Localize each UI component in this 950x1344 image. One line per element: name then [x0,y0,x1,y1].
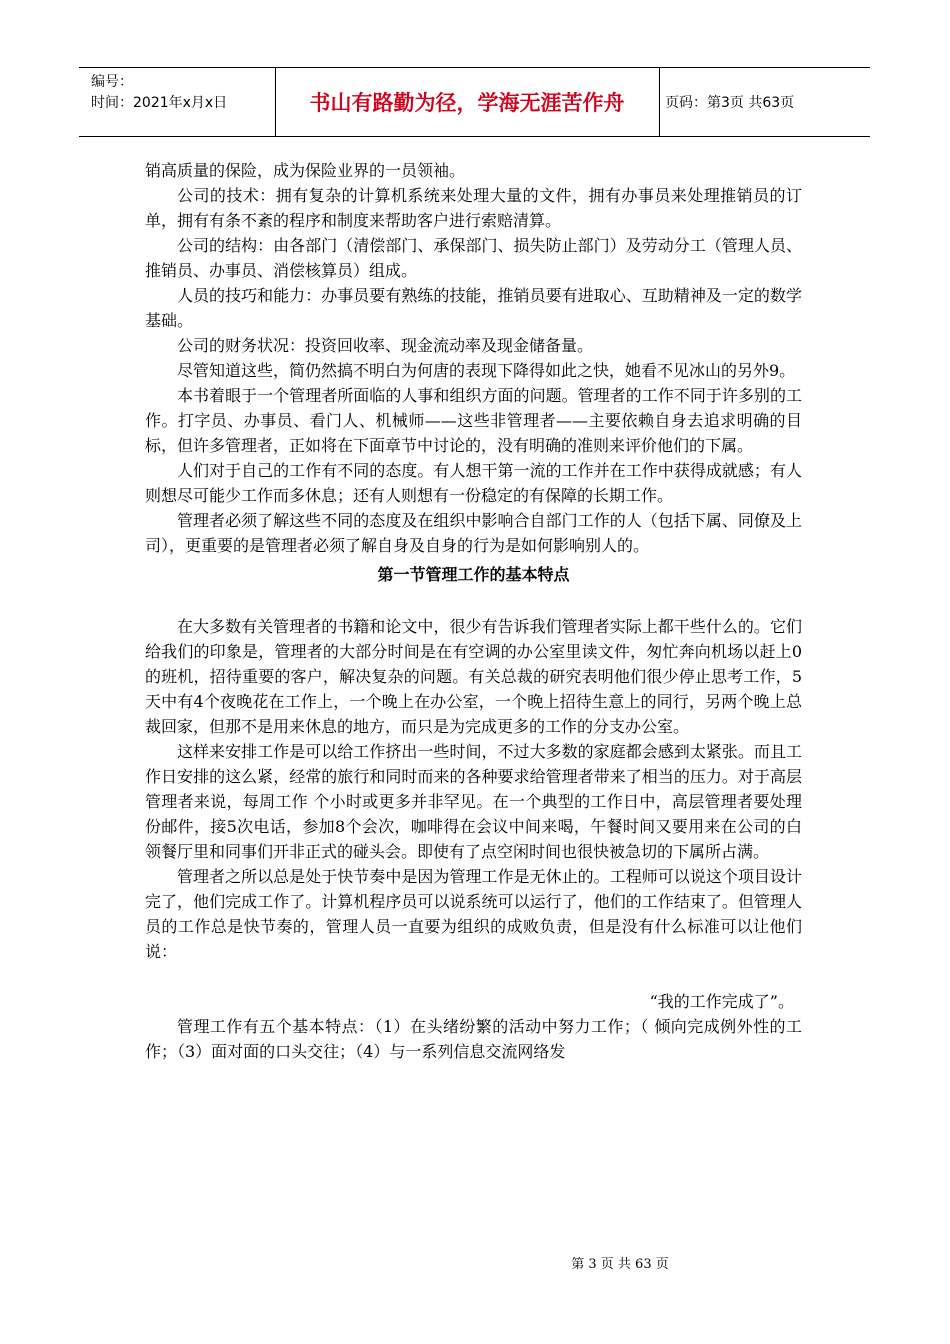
section-title: 第一节管理工作的基本特点 [377,565,570,584]
paragraph: 管理者之所以总是处于快节奏中是因为管理工作是无休止的。工程师可以说这个项目设计完了，他们完成工作了。计算机程序员可以说系统可以运行了，他们的工作结束了。但管理人员的工作总是快节奏的，管理人员一直要为组织的成败负责，但是没有什么标准可以让他们说： [145,867,802,961]
quote-line: “我的工作完成了”。 [649,992,794,1011]
document-time-label: 时间：2021年x月x日 [91,95,228,111]
paragraph: 销高质量的保险，成为保险业界的一员领袖。 [145,161,466,180]
page-header [79,67,870,137]
paragraph: 管理者必须了解这些不同的态度及在组织中影响合自部门工作的人（包括下属、同僚及上司），更重要的是管理者必须了解自身及自身的行为是如何影响别人的。 [145,511,802,555]
paragraph: 人们对于自己的工作有不同的态度。有人想干第一流的工作并在工作中获得成就感；有人则想尽可能少工作而多休息；还有人则想有一份稳定的有保障的长期工作。 [145,461,802,505]
header-motto: 书山有路勤为径，学海无涯苦作舟 [309,91,625,115]
paragraph: 尽管知道这些，简仍然搞不明白为何唐的表现下降得如此之快，她看不见冰山的另外9。 [177,361,796,380]
paragraph: 公司的结构：由各部门（清偿部门、承保部门、损失防止部门）及劳动分工（管理人员、推销员、办事员、消偿核算员）组成。 [145,236,802,280]
document-body [145,158,802,1064]
paragraph: 公司的技术：拥有复杂的计算机系统来处理大量的文件，拥有办事员来处理推销员的订单，拥有有条不紊的程序和制度来帮助客户进行索赔清算。 [145,186,802,230]
footer-page-number: 第 3 页 共 63 页 [571,1257,669,1272]
paragraph: 本书着眼于一个管理者所面临的人事和组织方面的问题。管理者的工作不同于许多别的工作。打字员、办事员、看门人、机械师——这些非管理者——主要依赖自身去追求明确的目标，但许多管理者，正如将在下面章节中讨论的，没有明确的准则来评价他们的下属。 [145,386,802,455]
paragraph: 人员的技巧和能力：办事员要有熟练的技能，推销员要有进取心、互助精神及一定的数学基础。 [145,286,802,330]
paragraph: 公司的财务状况：投资回收率、现金流动率及现金储备量。 [177,336,594,355]
header-meta [91,72,227,114]
document-number-label: 编号： [91,74,133,90]
header-divider-right [659,68,660,136]
paragraph: 管理工作有五个基本特点：（1）在头绪纷繁的活动中努力工作；（ 倾向完成例外性的工作；（3）面对面的口头交往；（4）与一系列信息交流网络发 [145,1017,802,1061]
page-footer [0,1253,950,1272]
paragraph: 在大多数有关管理者的书籍和论文中，很少有告诉我们管理者实际上都干些什么的。它们给我们的印象是，管理者的大部分时间是在有空调的办公室里读文件，匆忙奔向机场以赶上0的班机，招待重要的客户，解决复杂的问题。有关总裁的研究表明他们很少停止思考工作，5天中有4个夜晚花在工作上，一个晚上在办公室，一个晚上招待生意上的同行，另两个晚上总裁回家，但那不是用来休息的地方，而只是为完成更多的工作的分支办公室。 [145,617,802,736]
paragraph: 这样来安排工作是可以给工作挤出一些时间，不过大多数的家庭都会感到太紧张。而且工作日安排的这么紧，经常的旅行和同时而来的各种要求给管理者带来了相当的压力。对于高层管理者来说，每周工作 个小时或更多并非罕见。在一个典型的工作日中，高层管理者要处理 份邮件，接5次电话，参加8个会次，咖啡得在会议中间来喝，午餐时间又要用来在公司的白领餐厅里和同事们开非正式的碰头会。即使有了点空闲时间也很快被急切的下属所占满。 [145,742,802,861]
header-page-info: 页码：第3页 共63页 [665,95,795,111]
